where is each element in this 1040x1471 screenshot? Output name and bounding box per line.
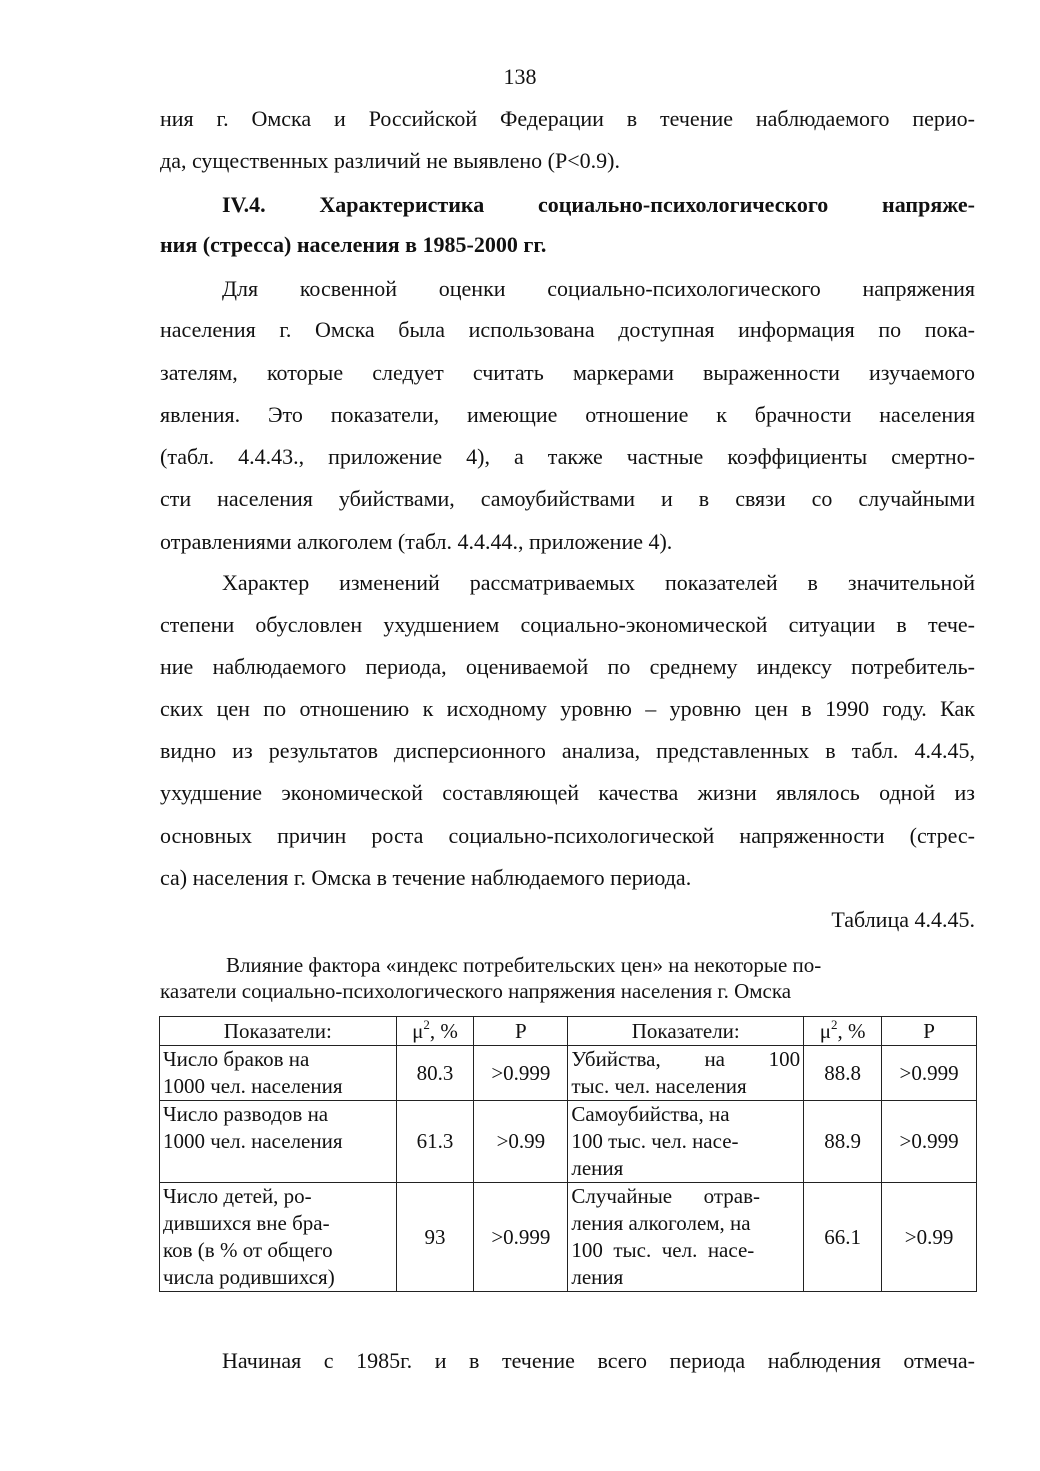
cell-line: числа родившихся) [163,1265,335,1289]
cell-line: 100 тыс. чел. насе- [571,1129,739,1153]
mu-unit: , % [429,1018,458,1043]
table-caption-line: казатели социально-психологического напряжения населения г. Омска [160,979,792,1003]
text-line: основных причин роста социально-психологической напряженности (стрес- [160,823,975,848]
text-line: Характер изменений рассматриваемых показателей в значительной [222,570,975,595]
text-line: зателям, которые следует считать маркерами выраженности изучаемого [160,360,975,385]
text-line: отравлениями алкоголем (табл. 4.4.44., приложение 4). [160,529,673,554]
cell-line: ления [571,1265,624,1289]
header-p: P [882,1017,977,1046]
text-line: Для косвенной оценки социально-психологического напряжения [222,276,975,301]
p-value: >0.999 [882,1101,977,1183]
cell-line: Убийства, на 100 [571,1047,801,1071]
header-mu [396,1017,474,1046]
table-caption-line: Влияние фактора «индекс потребительских цен» на некоторые по- [226,953,822,977]
indicator-cell [160,1101,397,1183]
header-indicator: Показатели: [160,1017,397,1046]
mu-exponent: 2 [831,1016,838,1032]
indicator-cell [160,1183,397,1292]
mu-value: 66.1 [804,1183,882,1292]
cell-line: Число браков на [163,1047,310,1071]
mu-exponent: 2 [423,1016,430,1032]
cell-line: ления алкоголем, на [571,1211,751,1235]
cell-line: ления [571,1156,624,1180]
mu-value: 88.8 [804,1046,882,1101]
header-p: P [474,1017,568,1046]
cell-line: ков (в % от общего [163,1238,333,1262]
cell-line: Случайные отрав- [571,1184,761,1208]
mu-value: 88.9 [804,1101,882,1183]
header-indicator: Показатели: [568,1017,804,1046]
text-line: населения г. Омска была использована доступная информация по пока- [160,317,975,342]
mu-symbol: μ [819,1018,831,1043]
page-number: 138 [503,64,537,89]
indicator-cell [568,1101,804,1183]
indicator-cell [160,1046,397,1101]
text-line: да, существенных различий не выявлено (P<0.9). [160,148,620,173]
table-row [160,1046,977,1101]
cell-line: тыс. чел. населения [571,1074,747,1098]
cell-line: 1000 чел. населения [163,1074,343,1098]
section-heading-line: ния (стресса) населения в 1985-2000 гг. [160,232,547,257]
text-line: видно из результатов дисперсионного анализа, представленных в табл. 4.4.45, [160,738,975,763]
text-line: степени обусловлен ухудшением социально-экономической ситуации в тече- [160,612,975,637]
p-value: >0.999 [474,1183,568,1292]
mu-symbol: μ [412,1018,424,1043]
section-heading-line: IV.4. Характеристика социально-психологического напряже- [222,192,975,217]
header-mu [804,1017,882,1046]
cell-line: 1000 чел. населения [163,1129,343,1153]
text-line: сти населения убийствами, самоубийствами и в связи со случайными [160,486,975,511]
text-line: ухудшение экономической составляющей качества жизни являлось одной из [160,780,975,805]
table-label: Таблица 4.4.45. [831,907,975,932]
p-value: >0.999 [882,1046,977,1101]
table-row [160,1101,977,1183]
cell-line: Самоубийства, на [571,1102,730,1126]
mu-value: 61.3 [396,1101,474,1183]
table-row [160,1183,977,1292]
table-header-row [160,1017,977,1046]
p-value: >0.99 [474,1101,568,1183]
mu-unit: , % [837,1018,866,1043]
indicator-cell [568,1183,804,1292]
indicator-cell [568,1046,804,1101]
text-line: Начиная с 1985г. и в течение всего периода наблюдения отмеча- [222,1348,975,1373]
p-value: >0.99 [882,1183,977,1292]
data-table [159,1016,977,1292]
cell-line: Число детей, ро- [163,1184,312,1208]
text-line: ние наблюдаемого периода, оцениваемой по среднему индексу потребитель- [160,654,975,679]
text-line: ских цен по отношению к исходному уровню – уровню цен в 1990 году. Как [160,696,975,721]
text-line: ния г. Омска и Российской Федерации в течение наблюдаемого перио- [160,106,975,131]
cell-line: 100 тыс. чел. насе- [571,1238,755,1262]
text-line: са) населения г. Омска в течение наблюдаемого периода. [160,865,692,890]
text-line: явления. Это показатели, имеющие отношение к брачности населения [160,402,975,427]
p-value: >0.999 [474,1046,568,1101]
cell-line: дившихся вне бра- [163,1211,330,1235]
cell-line: Число разводов на [163,1102,329,1126]
mu-value: 93 [396,1183,474,1292]
mu-value: 80.3 [396,1046,474,1101]
text-line: (табл. 4.4.43., приложение 4), а также частные коэффициенты смертно- [160,444,975,469]
